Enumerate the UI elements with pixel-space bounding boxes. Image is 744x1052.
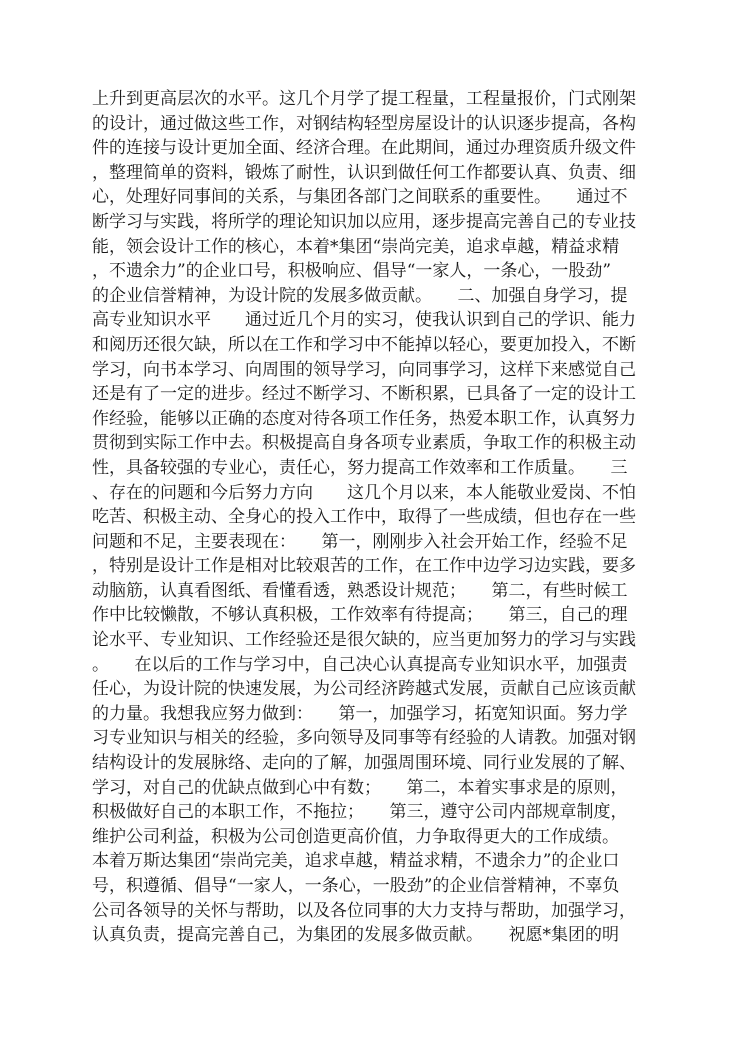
text-line: 性，具备较强的专业心，责任心，努力提高工作效率和工作质量。 三 [92,457,628,478]
text-line: 上升到更高层次的水平。这几个月学了提工程量，工程量报价，门式刚架 [92,89,636,109]
text-line: 动脑筋，认真看图纸、看懂看透，熟悉设计规范； 第二，有些时候工 [92,580,628,601]
text-line: 本着万斯达集团“崇尚完美，追求卓越，精益求精，不遗余力”的企业口 [92,851,620,872]
text-line: 的力量。我想我应努力做到： 第一，加强学习，拓宽知识面。努力学 [92,703,628,724]
text-line: 认真负责，提高完善自己，为集团的发展多做贡献。 祝愿*集团的明 [92,925,619,946]
text-line: 维护公司利益，积极为公司创造更高价值，力争取得更大的工作成绩。 [92,826,619,847]
text-line: 高专业知识水平 通过近几个月的实习，使我认识到自己的学识、能力 [92,310,636,331]
text-line: 作经验，能够以正确的态度对待各项工作任务，热爱本职工作，认真努力 [92,408,636,429]
text-line: 作中比较懒散，不够认真积极，工作效率有待提高； 第三，自己的理 [92,605,628,626]
text-line: 论水平、专业知识、工作经验还是很欠缺的，应当更加努力的学习与实践 [92,630,636,651]
text-line: 贯彻到实际工作中去。积极提高自身各项专业素质，争取工作的积极主动 [92,433,636,454]
text-line: ，不遗余力”的企业口号，积极响应、倡导“一家人，一条心，一股劲” [92,261,612,282]
text-line: 断学习与实践，将所学的理论知识加以应用，逐步提高完善自己的专业技 [92,211,636,232]
text-line: 任心，为设计院的快速发展，为公司经济跨越式发展，贡献自己应该贡献 [92,679,636,700]
text-line: 学习，向书本学习、向周围的领导学习，向同事学习，这样下来感觉自己 [92,359,636,380]
text-line: 学习，对自己的优缺点做到心中有数； 第二，本着实事求是的原则， [92,777,628,798]
text-line: 积极做好自己的本职工作，不拖拉； 第三，遵守公司内部规章制度， [92,802,628,823]
text-line: ，整理简单的资料，锻炼了耐性，认识到做任何工作都要认真、负责、细 [92,162,636,183]
text-line: 习专业知识与相关的经验，多向领导及同事等有经验的人请教。加强对钢 [92,728,636,749]
text-line: 件的连接与设计更加全面、经济合理。在此期间，通过办理资质升级文件 [92,138,636,159]
text-line: 能，领会设计工作的核心，本着*集团“崇尚完美，追求卓越，精益求精 [92,236,620,257]
body-text [92,87,664,948]
text-line: 和阅历还很欠缺，所以在工作和学习中不能掉以轻心，要更加投入，不断 [92,334,636,355]
text-line: 的设计，通过做这些工作，对钢结构轻型房屋设计的认识逐步提高，各构 [92,113,636,134]
text-line: 心，处理好同事间的关系，与集团各部门之间联系的重要性。 通过不 [92,187,628,208]
text-line: 结构设计的发展脉络、走向的了解，加强周围环境、同行业发展的了解、 [92,753,636,774]
text-line: 的企业信誉精神，为设计院的发展多做贡献。 二、加强自身学习，提 [92,285,628,306]
text-line: 还是有了一定的进步。经过不断学习、不断积累，已具备了一定的设计工 [92,384,636,405]
text-line: 。 在以后的工作与学习中，自己决心认真提高专业知识水平，加强责 [92,654,628,675]
text-line: 问题和不足，主要表现在： 第一，刚刚步入社会开始工作，经验不足 [92,531,628,552]
text-line: 吃苦、积极主动、全身心的投入工作中，取得了一些成绩，但也存在一些 [92,507,636,528]
text-line: ，特别是设计工作是相对比较艰苦的工作，在工作中边学习边实践，要多 [92,556,636,577]
text-line: 、存在的问题和今后努力方向 这几个月以来，本人能敬业爱岗、不怕 [92,482,636,503]
text-line: 公司各领导的关怀与帮助，以及各位同事的大力支持与帮助，加强学习， [92,900,636,921]
text-line: 号，积遵循、倡导“一家人，一条心，一股劲”的企业信誉精神，不辜负 [92,876,620,896]
